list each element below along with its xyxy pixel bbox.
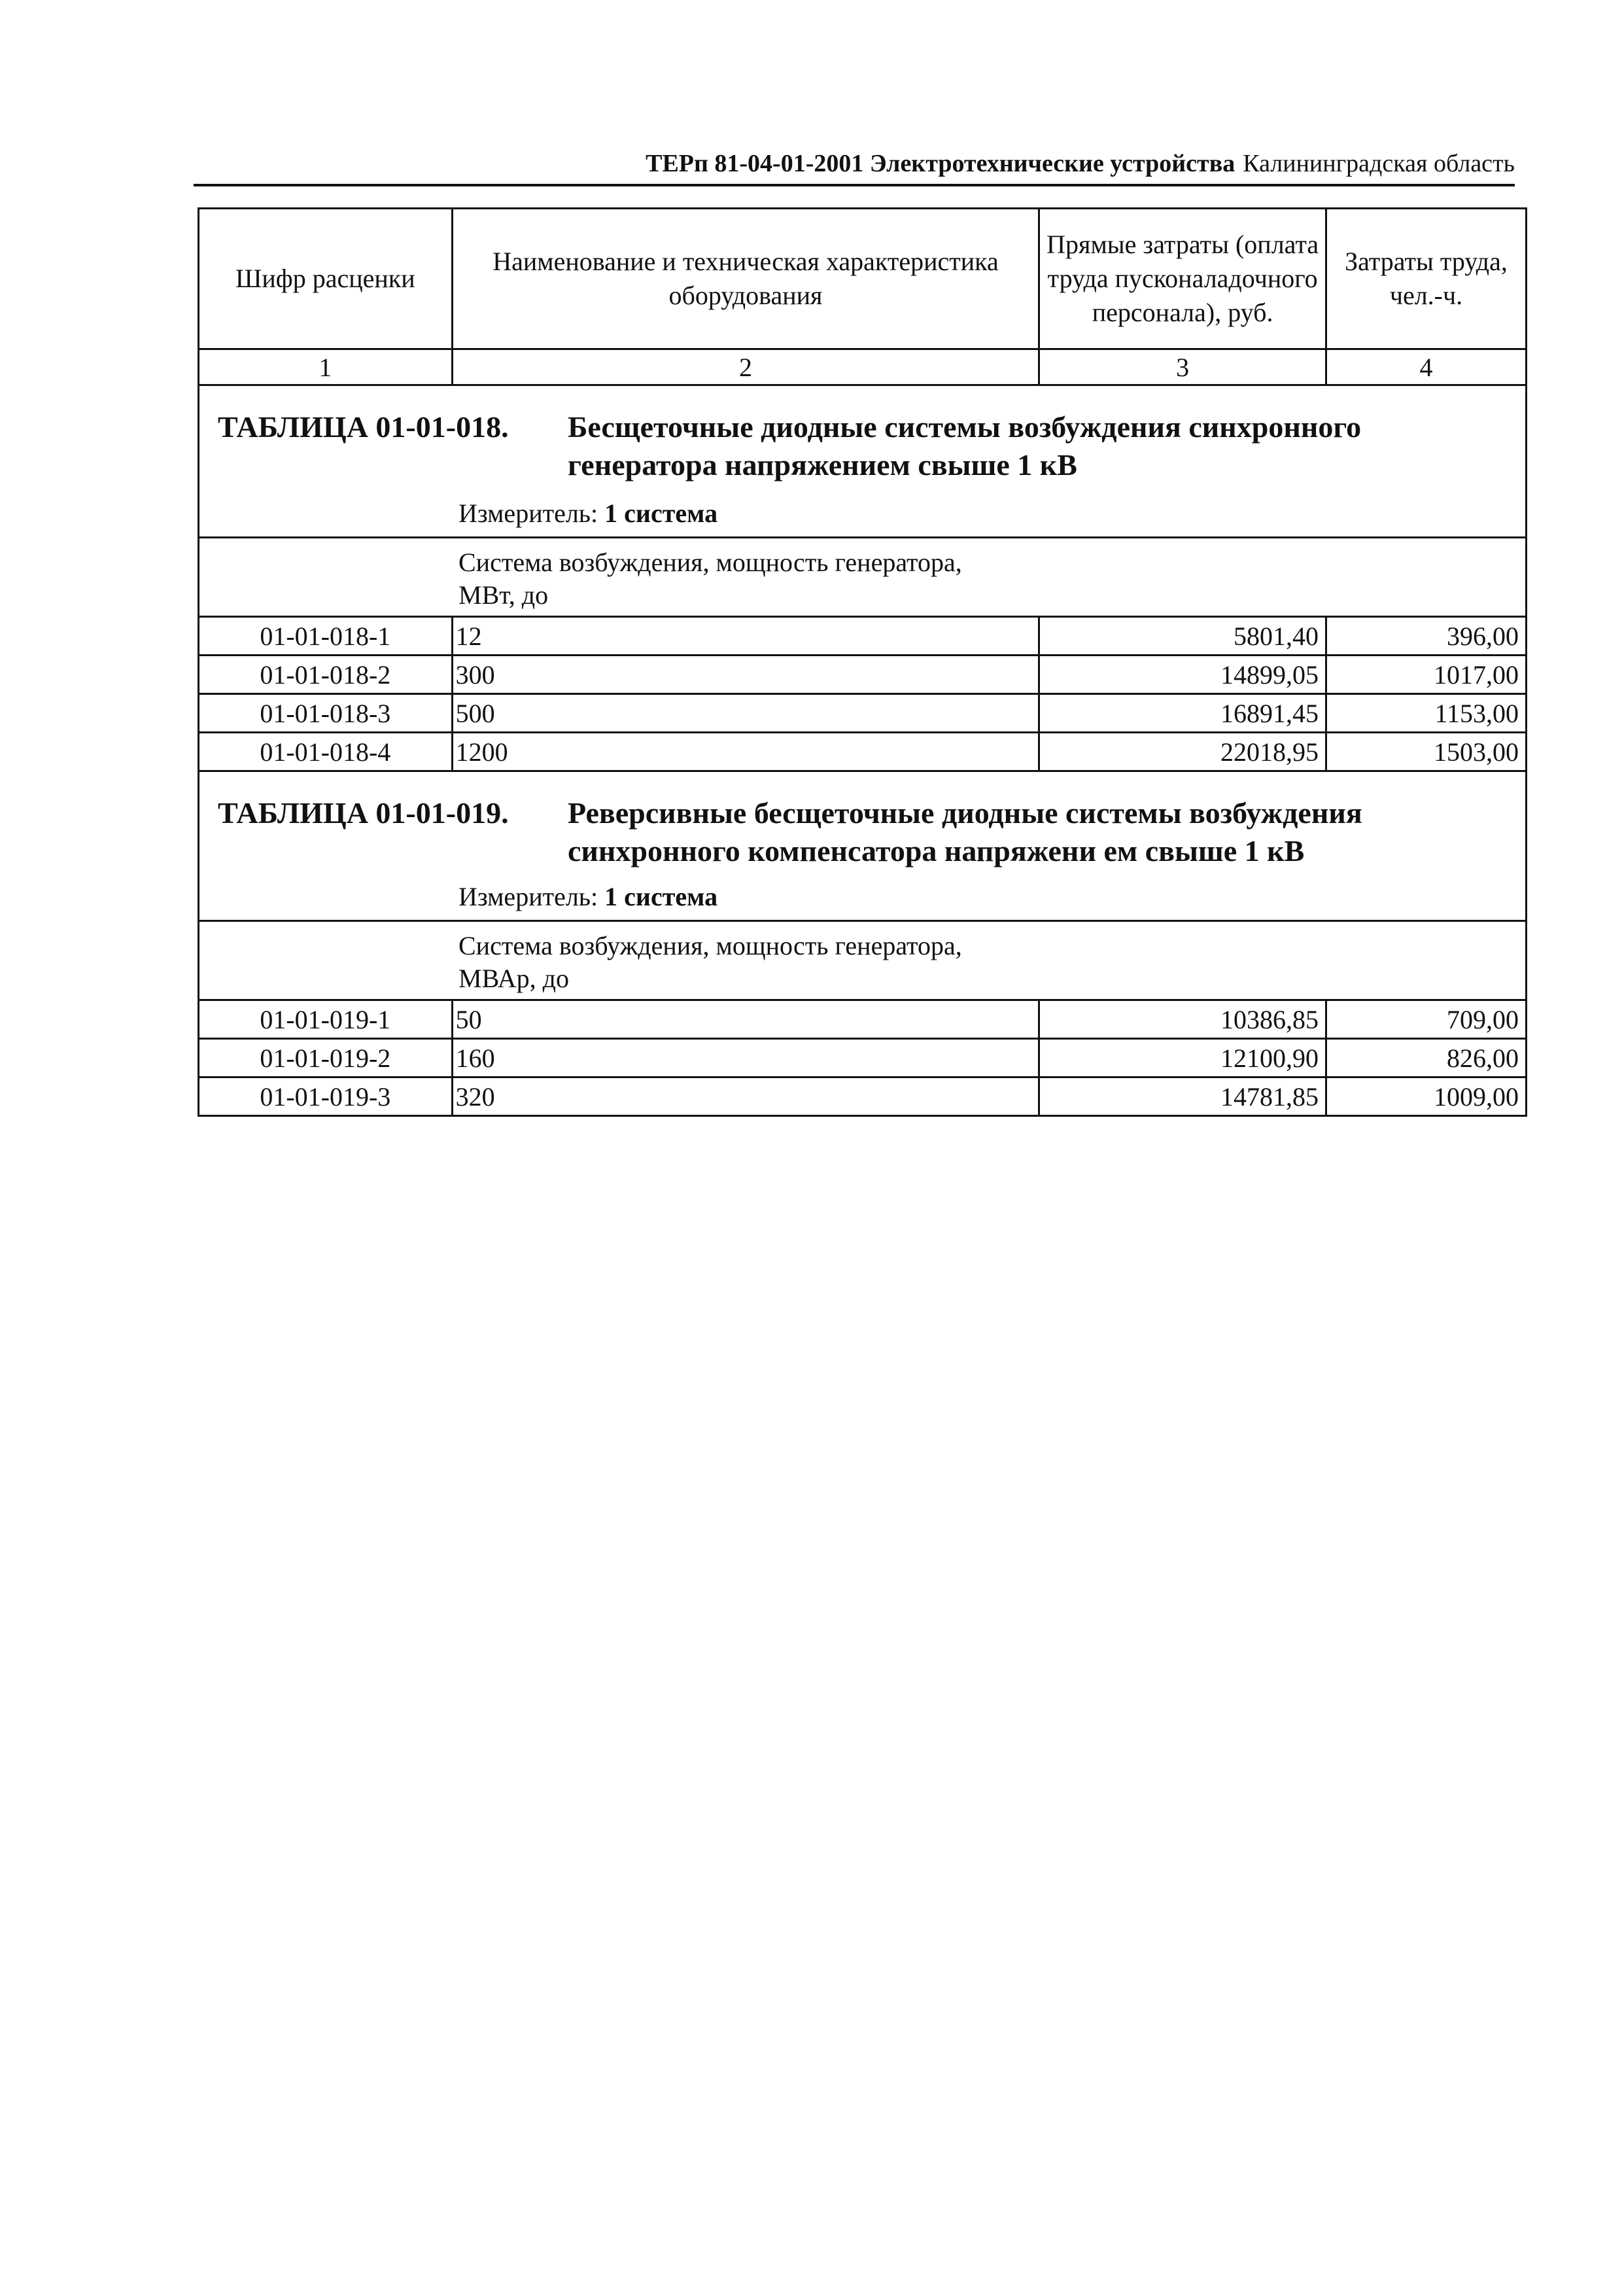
subheading-line-2: МВт, до <box>458 580 549 610</box>
subheading-line-1: Система возбуждения, мощность генератора, <box>458 548 962 577</box>
table-row <box>199 617 1527 656</box>
column-number: 4 <box>1326 349 1526 385</box>
region-name: Калининградская область <box>1243 150 1515 177</box>
row-labor: 826,00 <box>1326 1039 1526 1077</box>
section-title-row <box>199 385 1527 538</box>
document-title: ТЕРп 81-04-01-2001 Электротехнические устройства <box>646 150 1235 177</box>
row-cost: 5801,40 <box>1039 617 1326 656</box>
row-code: 01-01-019-3 <box>199 1077 453 1116</box>
row-name: 12 <box>452 617 1039 656</box>
section-title <box>218 408 1500 484</box>
row-name: 500 <box>452 694 1039 733</box>
row-labor: 1017,00 <box>1326 656 1526 694</box>
row-cost: 22018,95 <box>1039 733 1326 771</box>
page-header <box>194 147 1515 186</box>
row-labor: 709,00 <box>1326 1000 1526 1039</box>
row-cost: 10386,85 <box>1039 1000 1326 1039</box>
subheading-text <box>458 930 1047 995</box>
table-row <box>199 1077 1527 1116</box>
table-row <box>199 656 1527 694</box>
row-cost: 14899,05 <box>1039 656 1326 694</box>
column-header-code: Шифр расценки <box>199 209 453 349</box>
column-header-name: Наименование и техническая характеристика оборудования <box>452 209 1039 349</box>
subheading-row <box>199 921 1527 1000</box>
measure-unit <box>458 498 717 529</box>
table-row <box>199 1000 1527 1039</box>
column-number: 2 <box>452 349 1039 385</box>
section-label: ТАБЛИЦА 01-01-019. <box>218 796 509 830</box>
table-row <box>199 733 1527 771</box>
column-number: 1 <box>199 349 453 385</box>
measure-prefix: Измеритель: <box>458 882 598 911</box>
row-cost: 14781,85 <box>1039 1077 1326 1116</box>
column-number-row <box>199 349 1527 385</box>
section-title-line-2: генератора напряжением свыше 1 кВ <box>568 448 1077 482</box>
row-name: 320 <box>452 1077 1039 1116</box>
price-table <box>198 207 1527 1117</box>
row-cost: 12100,90 <box>1039 1039 1326 1077</box>
row-name: 300 <box>452 656 1039 694</box>
measure-value: 1 система <box>604 882 718 911</box>
column-number: 3 <box>1039 349 1326 385</box>
table-row <box>199 694 1527 733</box>
row-labor: 1153,00 <box>1326 694 1526 733</box>
row-code: 01-01-018-4 <box>199 733 453 771</box>
row-labor: 1009,00 <box>1326 1077 1526 1116</box>
measure-prefix: Измеритель: <box>458 499 598 528</box>
measure-value: 1 система <box>604 499 718 528</box>
column-header-direct-costs: Прямые затраты (оплата труда пусконаладочного персонала), руб. <box>1039 209 1326 349</box>
row-name: 1200 <box>452 733 1039 771</box>
section-title-line-1: Бесщеточные диодные системы возбуждения синхронного <box>568 410 1362 444</box>
section-title-row <box>199 771 1527 921</box>
column-header-labor: Затраты труда, чел.-ч. <box>1326 209 1526 349</box>
subheading-text <box>458 546 1047 612</box>
measure-unit <box>458 881 717 912</box>
column-header-row <box>199 209 1527 349</box>
row-name: 50 <box>452 1000 1039 1039</box>
subheading-line-1: Система возбуждения, мощность генератора, <box>458 931 962 960</box>
row-code: 01-01-019-2 <box>199 1039 453 1077</box>
section-title-line-1: Реверсивные бесщеточные диодные системы возбуждения <box>568 796 1362 830</box>
row-code: 01-01-019-1 <box>199 1000 453 1039</box>
row-cost: 16891,45 <box>1039 694 1326 733</box>
row-name: 160 <box>452 1039 1039 1077</box>
subheading-row <box>199 538 1527 617</box>
row-labor: 1503,00 <box>1326 733 1526 771</box>
section-title-line-2: синхронного компенсатора напряжени ем свыше 1 кВ <box>568 834 1305 867</box>
row-code: 01-01-018-3 <box>199 694 453 733</box>
table-row <box>199 1039 1527 1077</box>
subheading-line-2: МВАр, до <box>458 964 569 993</box>
row-labor: 396,00 <box>1326 617 1526 656</box>
row-code: 01-01-018-1 <box>199 617 453 656</box>
section-label: ТАБЛИЦА 01-01-018. <box>218 410 509 444</box>
row-code: 01-01-018-2 <box>199 656 453 694</box>
section-title <box>218 794 1500 870</box>
